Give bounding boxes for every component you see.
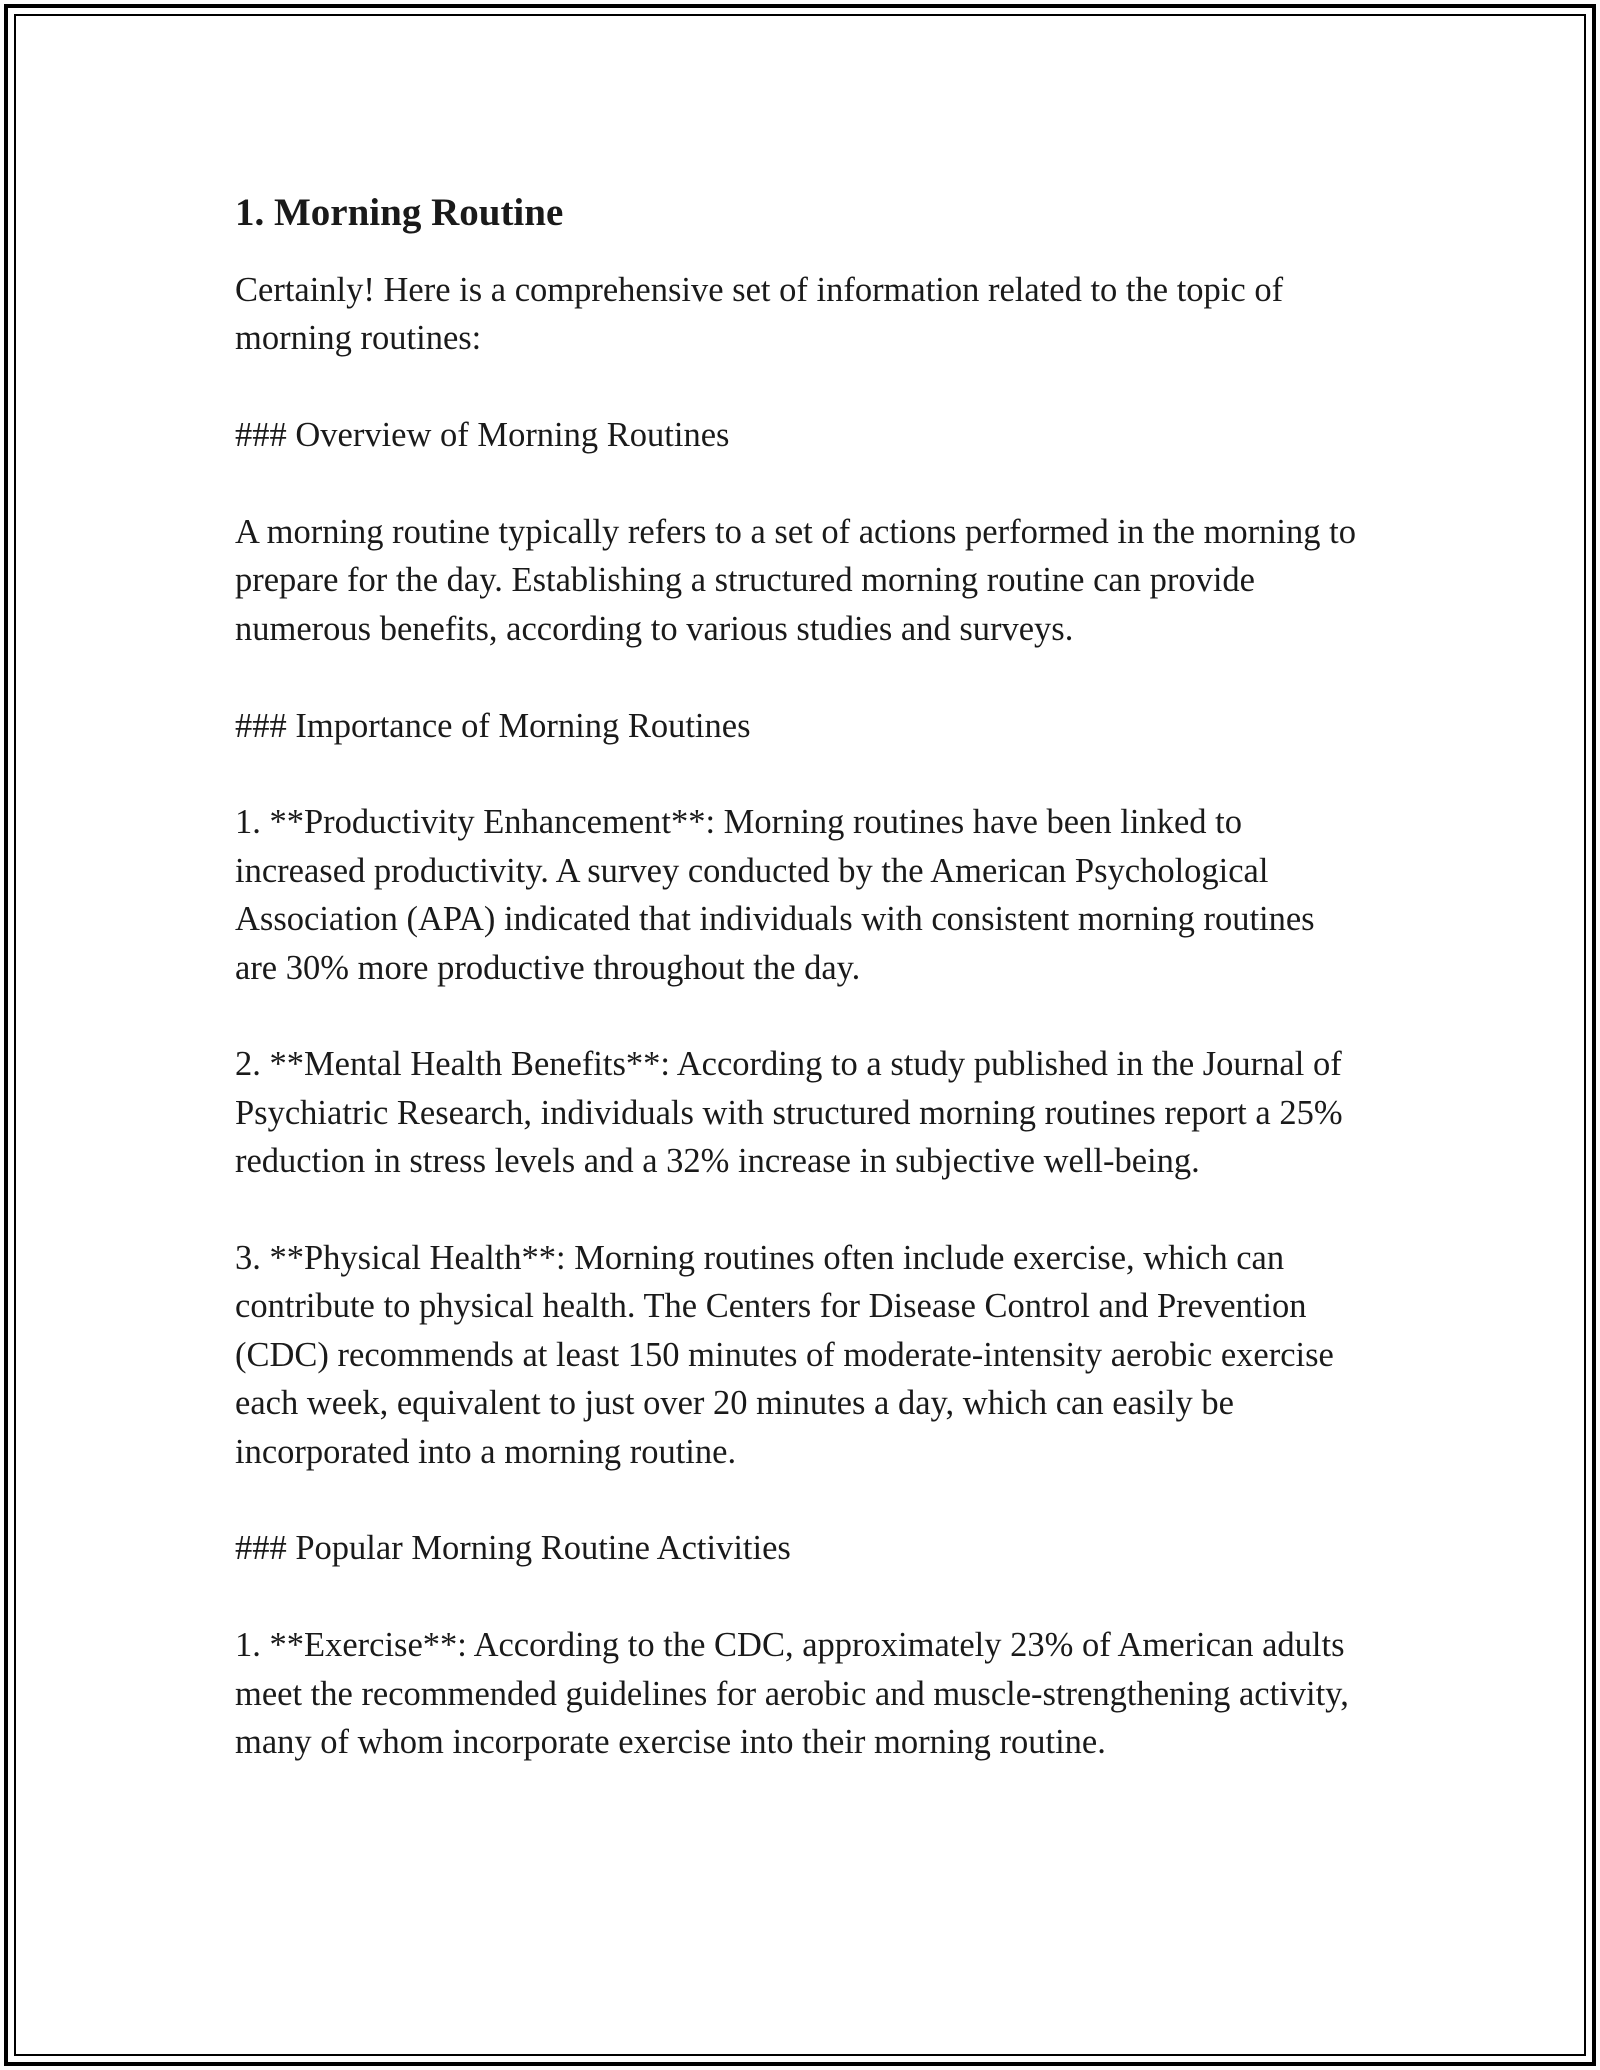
intro-paragraph: Certainly! Here is a comprehensive set of information related to the topic of morning routines: [235,271,1284,358]
exercise-item: 1. **Exercise**: According to the CDC, approximately 23% of American adults meet the recommended guidelines for aerobic and muscle-strengthening activity, many of whom incorporate exercise into their morning routine. [235,1626,1349,1762]
document-body [235,182,1365,1815]
activities-heading: ### Popular Morning Routine Activities [235,1529,791,1568]
physical-health-item: 3. **Physical Health**: Morning routines often include exercise, which can contribute to physical health. The Centers for Disease Control and Prevention (CDC) recommends at least 150 minutes of moderate-intensity aerobic exercise each week, equivalent to just over 20 minutes a day, which can easily be incorporated into a morning routine. [235,1239,1334,1471]
mental-health-item: 2. **Mental Health Benefits**: According to a study published in the Journal of Psychiatric Research, individuals with structured morning routines report a 25% reduction in stress levels and a 32% increase in subjective well-being. [235,1045,1343,1181]
importance-heading: ### Importance of Morning Routines [235,706,751,745]
overview-heading: ### Overview of Morning Routines [235,416,730,455]
productivity-item: 1. **Productivity Enhancement**: Morning routines have been linked to increased productivity. A survey conducted by the American Psychological Association (APA) indicated that individuals with consistent morning routines are 30% more productive throughout the day. [235,803,1315,987]
overview-paragraph: A morning routine typically refers to a set of actions performed in the morning to prepare for the day. Establishing a structured morning routine can provide numerous benefits, according to various studies and surveys. [235,513,1356,648]
document-title: 1. Morning Routine [235,191,564,234]
